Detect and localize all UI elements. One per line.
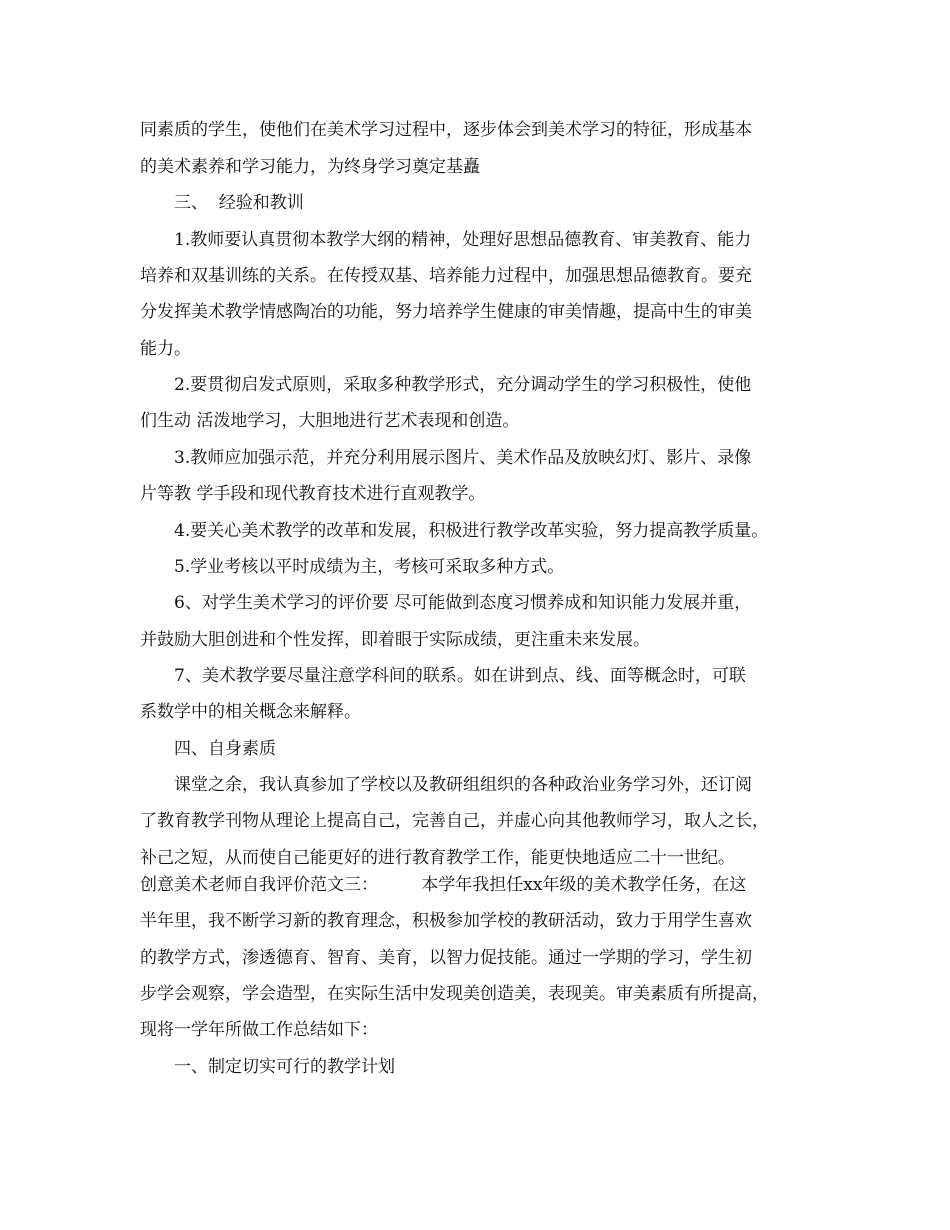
text-line: 能力。 [140, 339, 191, 359]
text-line: 4.要关心美术教学的改革和发展，积极进行教学改革实验，努力提高教学质量。 [174, 521, 769, 541]
text-line: 现将一学年所做工作总结如下： [140, 1020, 378, 1040]
text-line: 培养和双基训练的关系。在传授双基、培养能力过程中，加强思想品德教育。要充 [140, 266, 752, 286]
text-line: 补己之短，从而使自己能更好的进行教育教学工作，能更快地适应二十一世纪。 [140, 848, 735, 868]
text-line: 半年里，我不断学习新的教育理念，积极参加学校的教研活动，致力于用学生喜欢 [140, 911, 752, 931]
text-line: 步学会观察，学会造型，在实际生活中发现美创造美，表现美。审美素质有所提高， [140, 984, 769, 1004]
text-line: 2.要贯彻启发式原则，采取多种教学形式，充分调动学生的学习积极性，使他 [174, 375, 752, 395]
text-line: 并鼓励大胆创进和个性发挥，即着眼于实际成绩，更注重未来发展。 [140, 630, 650, 650]
section-heading: 四、自身素质 [174, 739, 276, 759]
section-heading: 一、制定切实可行的教学计划 [174, 1057, 395, 1077]
text-line: 们生动 活泼地学习，大胆地进行艺术表现和创造。 [140, 411, 520, 431]
section-heading: 三、 经验和教训 [174, 193, 304, 213]
text-line: 片等教 学手段和现代教育技术进行直观教学。 [140, 484, 486, 504]
article-title-line: 创意美术老师自我评价范文三： 本学年我担任xx年级的美术教学任务，在这 [140, 875, 747, 895]
text-line: 1.教师要认真贯彻本教学大纲的精神，处理好思想品德教育、审美教育、能力 [174, 230, 752, 250]
text-line: 系数学中的相关概念来解释。 [140, 702, 361, 722]
text-line: 6、对学生美术学习的评价要 尽可能做到态度习惯养成和知识能力发展并重， [174, 593, 752, 613]
text-line: 3.教师应加强示范，并充分利用展示图片、美术作品及放映幻灯、影片、录像 [174, 448, 752, 468]
text-line: 了教育教学刊物从理论上提高自己，完善自己，并虚心向其他教师学习，取人之长， [140, 811, 769, 831]
text-line: 7、美术教学要尽量注意学科间的联系。如在讲到点、线、面等概念时，可联 [174, 666, 746, 686]
text-line: 的美术素养和学习能力，为终身学习奠定基矗 [140, 157, 480, 177]
text-line: 的教学方式，渗透德育、智育、美育，以智力促技能。通过一学期的学习，学生初 [140, 948, 752, 968]
text-line: 5.学业考核以平时成绩为主，考核可采取多种方式。 [174, 557, 565, 577]
text-line: 分发挥美术教学情感陶冶的功能，努力培养学生健康的审美情趣，提高中生的审美 [140, 302, 752, 322]
text-line: 课堂之余，我认真参加了学校以及教研组组织的各种政治业务学习外，还订阅 [174, 775, 752, 795]
text-line: 同素质的学生，使他们在美术学习过程中，逐步体会到美术学习的特征，形成基本 [140, 120, 752, 140]
